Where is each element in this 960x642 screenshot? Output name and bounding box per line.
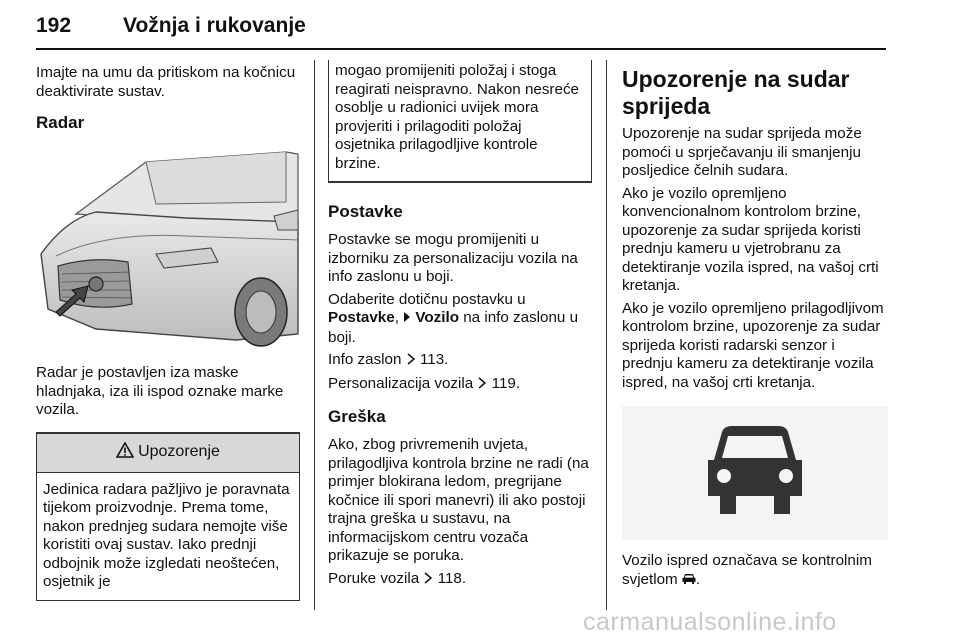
warning-box bbox=[36, 432, 300, 601]
column-2 bbox=[328, 64, 592, 589]
warning-title: Upozorenje bbox=[138, 443, 220, 461]
page-reference-icon bbox=[477, 376, 487, 395]
column-divider bbox=[314, 60, 315, 610]
menu-arrow-icon bbox=[403, 310, 411, 329]
settings-paragraph-1: Postavke se mogu promijeniti u izborniku za personalizaciju vozila na info zaslonu u boji. bbox=[328, 231, 578, 285]
header-rule bbox=[36, 48, 886, 50]
page-reference-icon bbox=[423, 571, 433, 590]
fcw-paragraph-2: Ako je vozilo opremljeno konvencionalnom kontrolom brzine, upozorenje za sudar sprijeda koristi prednju kameru u vjetrobranu za detektiranje vozila ispred, na vašoj crti kretanja. bbox=[622, 184, 879, 294]
messages-reference: Poruke vozila 118. bbox=[328, 570, 592, 590]
radar-caption: Radar je postavljen iza maske hladnjaka, iza ili ispod oznake marke vozila. bbox=[36, 364, 284, 418]
indicator-caption bbox=[622, 552, 888, 590]
caption-end: . bbox=[695, 570, 701, 588]
page-header bbox=[36, 14, 886, 50]
fcw-paragraph-1: Upozorenje na sudar sprijeda može pomoći u sprječavanju ili smanjenju posljedice čelnih sudara. bbox=[622, 125, 862, 179]
pers-ref-label: Personalizacija vozila bbox=[328, 374, 474, 392]
warning-continued-text: mogao promijeniti položaj i stoga reagirati neispravno. Nakon nesreće osoblje u radionici uvijek mora provjeriti i prilagoditi položaj osjetnika prilagodljive kontrole brzine. bbox=[335, 62, 579, 172]
error-paragraph: Ako, zbog privremenih uvjeta, prilagodljiva kontrola brzine ne radi (na primjer blokirana ledom, pregrijane kočnice ili spori manevri) ili ako postoji trajna greška u sustavu, na informacijskom centru vozača prikazuje se poruka. bbox=[328, 436, 589, 564]
menu-postavke: Postavke bbox=[328, 309, 395, 326]
warning-triangle-icon bbox=[116, 442, 134, 464]
separator: , bbox=[394, 309, 404, 326]
warning-box-continued bbox=[328, 60, 592, 183]
page-number: 192 bbox=[36, 14, 72, 37]
radar-car-illustration bbox=[36, 144, 300, 354]
settings-p2-end: na info zaslonu u boji. bbox=[328, 309, 579, 346]
column-3 bbox=[622, 64, 888, 590]
settings-p2-text: Odaberite dotičnu postavku u bbox=[328, 290, 526, 308]
msg-ref-label: Poruke vozila bbox=[328, 569, 420, 587]
msg-ref-page: 118 bbox=[437, 569, 462, 587]
settings-paragraph-2 bbox=[328, 291, 592, 348]
page-reference-icon bbox=[406, 352, 416, 371]
info-ref-page: 113 bbox=[419, 351, 445, 368]
intro-text: Imajte na umu da pritiskom na kočnicu deaktivirate sustav. bbox=[36, 64, 296, 100]
column-1 bbox=[36, 64, 300, 601]
column-divider bbox=[606, 60, 607, 610]
warning-text: Jedinica radara pažljivo je poravnata tijekom proizvodnje. Prema tome, nakon prednjeg sudara nemojte više koristiti ovaj sustav. Iako prednji odbojnik može izgledati neoštećen, osjetnik je bbox=[43, 480, 290, 590]
pers-ref-page: 119 bbox=[491, 374, 516, 392]
chapter-title: Vožnja i rukovanje bbox=[123, 14, 306, 37]
info-ref-label: Info zaslon bbox=[328, 351, 402, 368]
caption-text: Vozilo ispred označava se kontrolnim svjetlom bbox=[622, 552, 872, 588]
info-screen-reference: Info zaslon 113. bbox=[328, 351, 592, 371]
radar-heading: Radar bbox=[36, 113, 85, 132]
fcw-heading: Upozorenje na sudar sprijeda bbox=[622, 66, 850, 119]
fcw-paragraph-3: Ako je vozilo opremljeno prilagodljivom kontrolom brzine, upozorenje za sudar sprijeda koristi radarski senzor i prednju kameru za detektiranje vozila ispred, na vašoj crti kretanja. bbox=[622, 299, 884, 391]
car-front-icon bbox=[682, 572, 696, 591]
vehicle-ahead-indicator-image bbox=[622, 406, 888, 540]
error-heading: Greška bbox=[328, 407, 386, 426]
warning-box-header bbox=[37, 432, 299, 473]
personalization-reference: Personalizacija vozila 119. bbox=[328, 375, 592, 395]
car-front-icon bbox=[700, 424, 810, 522]
menu-vozilo: Vozilo bbox=[415, 309, 459, 326]
settings-heading: Postavke bbox=[328, 202, 403, 221]
watermark: carmanualsonline.info bbox=[583, 608, 837, 636]
